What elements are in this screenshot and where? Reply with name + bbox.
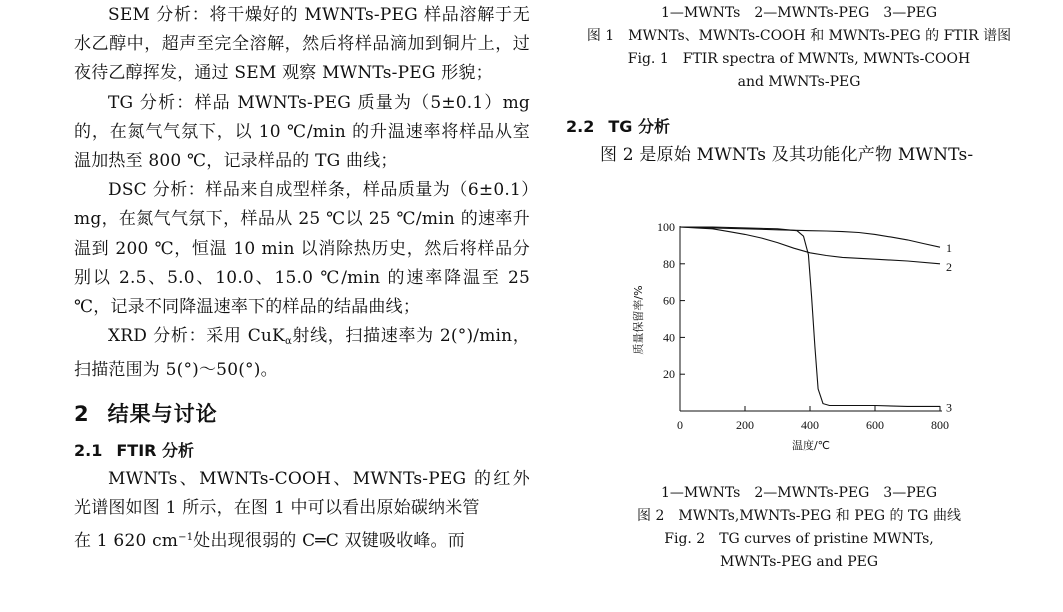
xrd-text-a: XRD 分析：采用 CuK xyxy=(108,326,285,347)
x-tick-label: 400 xyxy=(801,418,819,432)
subsection-heading-2-1 xyxy=(74,438,530,461)
fig2-legend: 1—MWNTs 2—MWNTs-PEG 3—PEG xyxy=(660,485,938,501)
y-tick-label: 20 xyxy=(663,367,675,382)
fig2-caption-en-1: Fig. 2 TG curves of pristine MWNTs, xyxy=(664,531,934,547)
x-tick-label: 200 xyxy=(736,418,754,432)
subsection-heading-2-2 xyxy=(566,114,1038,137)
subsection-number: 2.2 xyxy=(566,117,595,136)
y-tick-label: 80 xyxy=(663,256,675,271)
section-heading-2 xyxy=(74,398,530,428)
x-tick-label: 600 xyxy=(866,418,884,432)
y-axis-label: 质量保留率/% xyxy=(632,285,645,355)
series-1-label: 1 xyxy=(946,241,952,256)
fig2-caption-en-2: MWNTs-PEG and PEG xyxy=(719,554,879,570)
paragraph-sem: SEM 分析：将干燥好的 MWNTs-PEG 样品溶解于无水乙醇中，超声至完全溶解，然后将样品滴加到铜片上，过夜待乙醇挥发，通过 SEM 观察 MWNTs-PEG 形貌； xyxy=(74,5,530,84)
y-tick-label: 100 xyxy=(657,220,675,234)
xrd-subscript: α xyxy=(284,336,292,348)
fig1-caption-en-1: Fig. 1 FTIR spectra of MWNTs, MWNTs-COOH xyxy=(627,51,971,67)
paragraph-dsc: DSC 分析：样品来自成型样条，样品质量为（6±0.1）mg，在氮气气氛下，样品从 25 ℃以 25 ℃/min 的速率升温到 200 ℃，恒温 10 min 以消除热历史，然后将样品分别以 2.5、5.0、10.0、15.0 ℃/min 的速率降温至 25 ℃，记录不同降温速率下的样品的结晶曲线； xyxy=(74,180,530,318)
x-ticks xyxy=(677,406,949,432)
series-3-line xyxy=(680,227,940,406)
ftir-superscript: −1 xyxy=(178,532,194,544)
tg-chart xyxy=(622,208,962,478)
series-2-label: 2 xyxy=(946,259,952,274)
subsection-title: TG 分析 xyxy=(608,117,670,136)
paragraph-ftir-cont xyxy=(74,523,530,556)
fig1-caption-en-2: and MWNTs-PEG xyxy=(737,74,861,90)
x-tick-label: 800 xyxy=(931,418,949,432)
fig1-caption-cn: 图 1 MWNTs、MWNTs-COOH 和 MWNTs-PEG 的 FTIR 谱图 xyxy=(586,28,1012,44)
ftir-text-a: 在 1 620 cm xyxy=(74,531,179,552)
subsection-number: 2.1 xyxy=(74,440,103,460)
x-axis-label: 温度/℃ xyxy=(791,439,831,452)
y-tick-label: 60 xyxy=(663,293,675,308)
curve-labels xyxy=(946,241,952,414)
left-column xyxy=(74,0,530,556)
fig1-legend: 1—MWNTs 2—MWNTs-PEG 3—PEG xyxy=(660,5,938,21)
paragraph-ftir: MWNTs、MWNTs-COOH、MWNTs-PEG 的红外光谱图如图 1 所示，在图 1 中可以看出原始碳纳米管 xyxy=(74,468,530,518)
y-tick-label: 40 xyxy=(663,330,675,345)
series-2-line xyxy=(680,227,940,264)
section-title: 结果与讨论 xyxy=(107,401,218,426)
paragraph-tg: TG 分析：样品 MWNTs-PEG 质量为（5±0.1）mg的，在氮气气氛下，以 10 ℃/min 的升温速率将样品从室温加热至 800 ℃，记录样品的 TG 曲线； xyxy=(74,92,530,172)
fig2-caption-cn: 图 2 MWNTs,MWNTs-PEG 和 PEG 的 TG 曲线 xyxy=(637,508,961,524)
right-column xyxy=(560,0,1038,170)
fig2-caption-block xyxy=(560,482,1038,574)
x-tick-label: 0 xyxy=(677,418,683,432)
subsection-title: FTIR 分析 xyxy=(116,440,195,460)
section-number: 2 xyxy=(74,401,90,426)
tg-chart-svg xyxy=(622,208,962,478)
paragraph-xrd xyxy=(74,322,530,385)
curves xyxy=(680,227,940,406)
series-3-label: 3 xyxy=(946,400,952,415)
y-ticks xyxy=(657,220,685,381)
paragraph-tg-analysis: 图 2 是原始 MWNTs 及其功能化产物 MWNTs- xyxy=(600,145,974,165)
xrd-text-b: 射线，扫描速率为 2(°)/min，扫描范围为 5(°)～50(°)。 xyxy=(74,326,530,381)
ftir-text-b: 处出现很弱的 C═C 双键吸收峰。而 xyxy=(193,531,465,552)
